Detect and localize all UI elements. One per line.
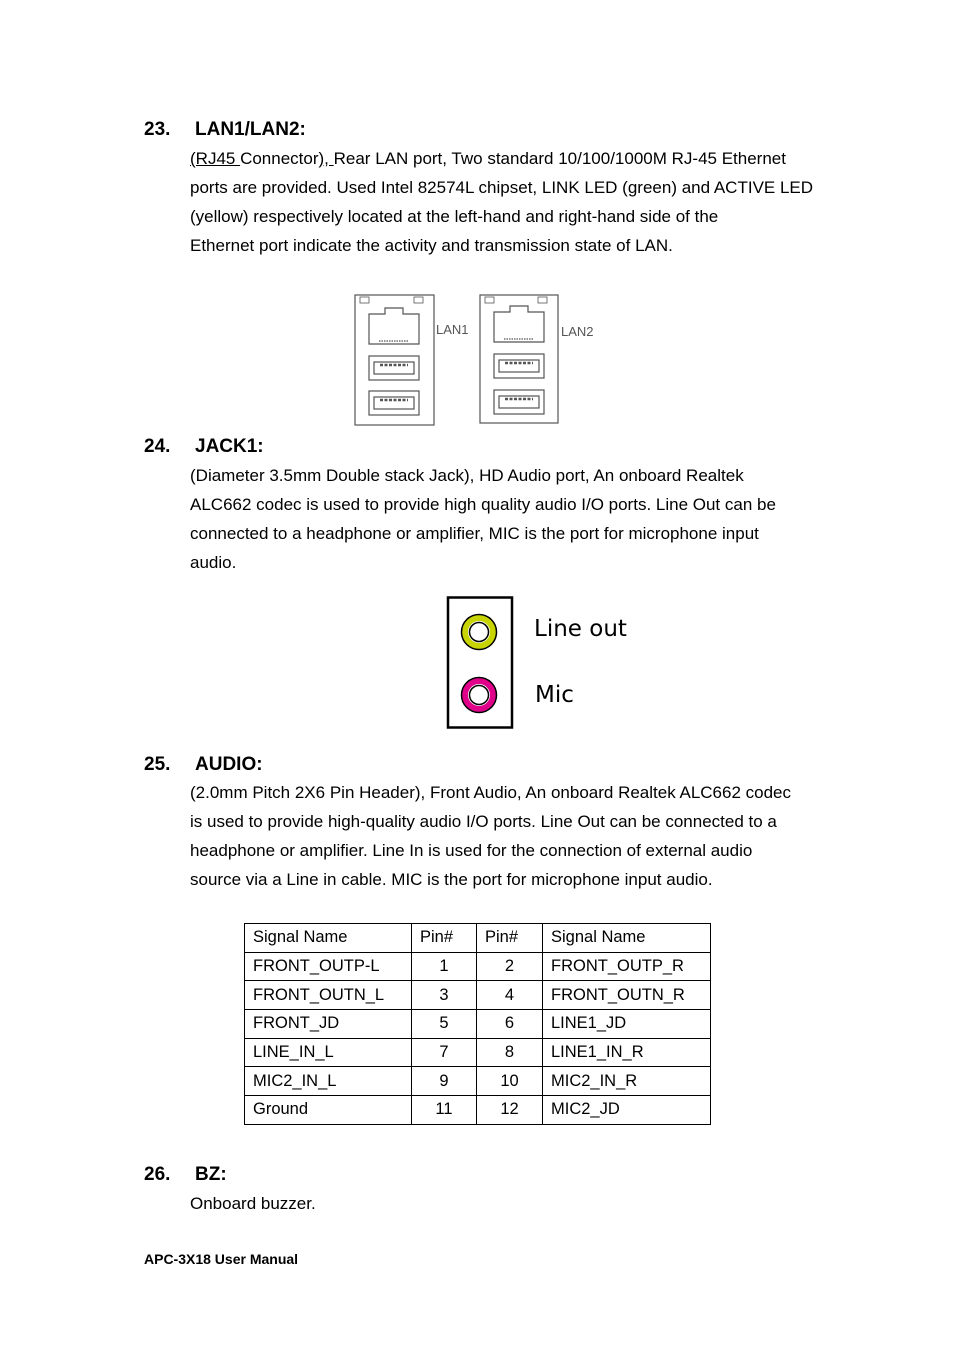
- lan1-label: LAN1: [436, 322, 469, 337]
- section-24-heading: [144, 436, 264, 458]
- section-number: 24.: [144, 436, 171, 457]
- pin-number-cell: 10: [477, 1067, 543, 1096]
- section-24-text: [190, 461, 820, 577]
- signal-name-cell: MIC2_IN_L: [245, 1067, 412, 1096]
- section-number: 23.: [144, 119, 171, 140]
- text-line: Ethernet port indicate the activity and transmission state of LAN.: [190, 236, 673, 255]
- column-header: Signal Name: [245, 924, 412, 953]
- signal-name-cell: Ground: [245, 1096, 412, 1125]
- section-title: JACK1:: [195, 436, 264, 457]
- mic-label: Mic: [535, 682, 574, 708]
- audio-jack-figure: [446, 596, 646, 730]
- lan-ports-diagram: [352, 292, 612, 428]
- table-header-row: [245, 924, 711, 953]
- text-line: connected to a headphone or amplifier, MIC is the port for microphone input: [190, 524, 759, 543]
- section-title: BZ:: [195, 1164, 227, 1185]
- column-header: Pin#: [412, 924, 477, 953]
- lan1-port-stack: [355, 295, 434, 425]
- table-row: [245, 1010, 711, 1039]
- pin-number-cell: 12: [477, 1096, 543, 1125]
- mic-jack-hole: [470, 686, 489, 705]
- section-25-heading: [144, 754, 263, 776]
- text-line: (yellow) respectively located at the left-hand and right-hand side of the: [190, 207, 719, 226]
- underlined-text: ),: [318, 149, 334, 168]
- table-row: [245, 1067, 711, 1096]
- column-header: Pin#: [477, 924, 543, 953]
- text-fragment: Rear LAN port, Two standard 10/100/1000M RJ-45 Ethernet: [333, 149, 786, 168]
- signal-name-cell: MIC2_IN_R: [543, 1067, 711, 1096]
- page-footer: APC-3X18 User Manual: [144, 1251, 299, 1267]
- column-header: Signal Name: [543, 924, 711, 953]
- signal-name-cell: LINE1_JD: [543, 1010, 711, 1039]
- text-line: headphone or amplifier. Line In is used for the connection of external audio: [190, 841, 753, 860]
- signal-name-cell: MIC2_JD: [543, 1096, 711, 1125]
- pin-number-cell: 6: [477, 1010, 543, 1039]
- section-26-heading: [144, 1164, 227, 1186]
- text-line: ports are provided. Used Intel 82574L chipset, LINK LED (green) and ACTIVE LED: [190, 178, 814, 197]
- pin-number-cell: 5: [412, 1010, 477, 1039]
- lan2-label: LAN2: [561, 324, 594, 339]
- pin-number-cell: 11: [412, 1096, 477, 1125]
- text-line: ALC662 codec is used to provide high quality audio I/O ports. Line Out can be: [190, 495, 776, 514]
- section-23-heading: [144, 119, 306, 141]
- section-number: 25.: [144, 754, 171, 775]
- signal-name-cell: LINE1_IN_R: [543, 1038, 711, 1067]
- pin-number-cell: 4: [477, 981, 543, 1010]
- signal-name-cell: FRONT_OUTP-L: [245, 952, 412, 981]
- pin-number-cell: 2: [477, 952, 543, 981]
- table-row: [245, 952, 711, 981]
- section-25-text: [190, 778, 820, 894]
- signal-name-cell: FRONT_OUTN_L: [245, 981, 412, 1010]
- section-26-text: [190, 1189, 820, 1218]
- audio-jack-diagram: [446, 596, 516, 730]
- signal-name-cell: FRONT_JD: [245, 1010, 412, 1039]
- text-line: source via a Line in cable. MIC is the port for microphone input audio.: [190, 870, 713, 889]
- lan2-port-stack: [480, 295, 558, 423]
- table-row: [245, 1038, 711, 1067]
- text-line: audio.: [190, 553, 237, 572]
- line-out-label: Line out: [534, 616, 627, 642]
- pin-number-cell: 8: [477, 1038, 543, 1067]
- audio-pin-table: [244, 923, 711, 1125]
- text-line: [190, 144, 820, 173]
- pin-number-cell: 7: [412, 1038, 477, 1067]
- section-title: AUDIO:: [195, 754, 263, 775]
- signal-name-cell: FRONT_OUTN_R: [543, 981, 711, 1010]
- pin-number-cell: 1: [412, 952, 477, 981]
- signal-name-cell: FRONT_OUTP_R: [543, 952, 711, 981]
- table-row: [245, 981, 711, 1010]
- text-line: is used to provide high-quality audio I/O ports. Line Out can be connected to a: [190, 812, 777, 831]
- pin-number-cell: 3: [412, 981, 477, 1010]
- line-out-jack-hole: [470, 623, 489, 642]
- lan-ports-figure: [352, 292, 612, 428]
- section-number: 26.: [144, 1164, 171, 1185]
- table-row: [245, 1096, 711, 1125]
- pin-number-cell: 9: [412, 1067, 477, 1096]
- text-line: Onboard buzzer.: [190, 1194, 316, 1213]
- text-line: (2.0mm Pitch 2X6 Pin Header), Front Audio, An onboard Realtek ALC662 codec: [190, 783, 792, 802]
- text-fragment: Connector: [240, 149, 319, 168]
- text-line: (Diameter 3.5mm Double stack Jack), HD Audio port, An onboard Realtek: [190, 466, 744, 485]
- jack-ports: [462, 615, 497, 713]
- section-23-text: [190, 144, 820, 260]
- signal-name-cell: LINE_IN_L: [245, 1038, 412, 1067]
- section-title: LAN1/LAN2:: [195, 119, 306, 140]
- underlined-text: (RJ45: [190, 149, 241, 168]
